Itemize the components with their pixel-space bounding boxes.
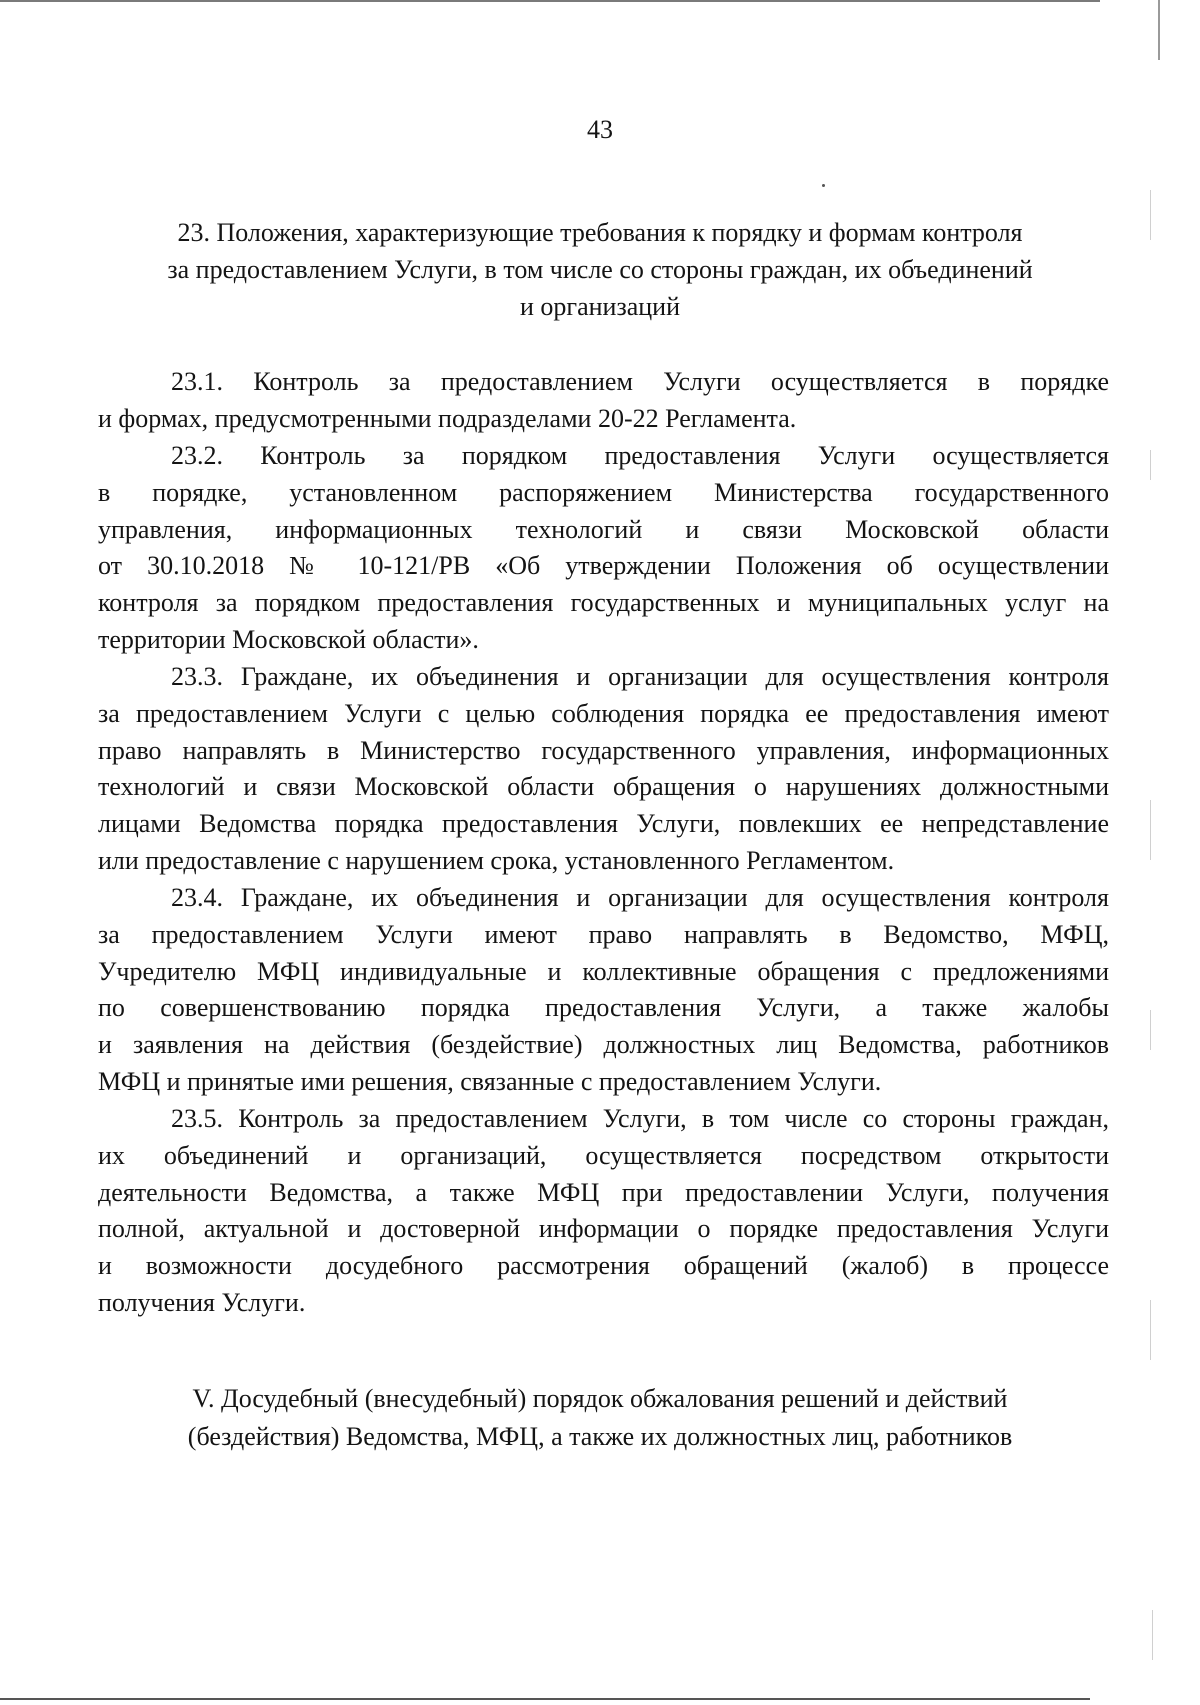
paragraph-23-5	[98, 1101, 1109, 1322]
scan-edge-mark	[1150, 800, 1151, 860]
text-line: контроля за порядком предоставления государственных и муниципальных услуг на	[98, 588, 1109, 618]
text-line: и заявления на действия (бездействие) должностных лиц Ведомства, работников	[98, 1030, 1109, 1060]
text-line: 23.4. Граждане, их объединения и организации для осуществления контроля	[171, 883, 1109, 912]
paragraph-23-1	[98, 364, 1109, 438]
scan-edge-mark	[1150, 450, 1151, 480]
scan-speck	[822, 184, 825, 187]
scan-edge-mark	[1150, 1010, 1151, 1050]
heading-line: V. Досудебный (внесудебный) порядок обжалования решений и действий	[192, 1384, 1008, 1413]
text-line: управления, информационных технологий и связи Московской области	[98, 514, 1109, 544]
text-line: за предоставлением Услуги имеют право направлять в Ведомство, МФЦ,	[98, 919, 1109, 949]
paragraph-23-4	[98, 880, 1109, 1101]
scan-edge-top	[0, 0, 1100, 2]
text-line: получения Услуги.	[98, 1287, 306, 1317]
text-line: право направлять в Министерство государственного управления, информационных	[98, 735, 1109, 765]
paragraph-23-3	[98, 659, 1109, 880]
heading-line: (бездействия) Ведомства, МФЦ, а также их должностных лиц, работников	[187, 1422, 1013, 1451]
heading-line: за предоставлением Услуги, в том числе со стороны граждан, их объединений	[167, 255, 1033, 284]
text-line: полной, актуальной и достоверной информации о порядке предоставления Услуги	[98, 1214, 1109, 1244]
text-line: и формах, предусмотренными подразделами 20-22 Регламента.	[98, 403, 797, 433]
text-line: 23.3. Граждане, их объединения и организации для осуществления контроля	[171, 662, 1109, 691]
heading-line: 23. Положения, характеризующие требования к порядку и формам контроля	[177, 218, 1023, 247]
text-line: от 30.10.2018 № 10-121/РВ «Об утверждении Положения об осуществлении	[98, 551, 1109, 581]
section-23-heading	[0, 214, 1200, 325]
text-line: технологий и связи Московской области обращения о нарушениях должностными	[98, 772, 1109, 802]
paragraph-23-2	[98, 438, 1109, 659]
heading-line: и организаций	[520, 292, 680, 321]
text-line: или предоставление с нарушением срока, установленного Регламентом.	[98, 845, 895, 875]
text-line: МФЦ и принятые ими решения, связанные с предоставлением Услуги.	[98, 1066, 882, 1096]
scan-edge-mark	[1152, 1610, 1153, 1660]
text-line: в порядке, установленном распоряжением Министерства государственного	[98, 477, 1109, 507]
text-line: по совершенствованию порядка предоставления Услуги, а также жалобы	[98, 993, 1109, 1023]
page-number: 43	[587, 115, 613, 144]
text-line: и возможности досудебного рассмотрения обращений (жалоб) в процессе	[98, 1251, 1109, 1281]
text-line: деятельности Ведомства, а также МФЦ при предоставлении Услуги, получения	[98, 1177, 1109, 1207]
scan-edge-bottom	[0, 1698, 1090, 1700]
text-line: за предоставлением Услуги с целью соблюдения порядка ее предоставления имеют	[98, 698, 1109, 728]
scan-edge-mark	[1150, 190, 1151, 240]
text-line: 23.5. Контроль за предоставлением Услуги, в том числе со стороны граждан,	[171, 1104, 1109, 1133]
text-line: 23.1. Контроль за предоставлением Услуги осуществляется в порядке	[171, 367, 1109, 396]
text-line: Учредителю МФЦ индивидуальные и коллективные обращения с предложениями	[98, 956, 1109, 986]
scan-edge-mark	[1158, 0, 1160, 60]
text-line: лицами Ведомства порядка предоставления Услуги, повлекших ее непредставление	[98, 809, 1109, 839]
text-line: территории Московской области».	[98, 624, 479, 654]
scan-edge-mark	[1150, 1300, 1151, 1360]
text-line: 23.2. Контроль за порядком предоставления Услуги осуществляется	[171, 441, 1109, 470]
section-v-heading	[0, 1380, 1200, 1456]
text-line: их объединений и организаций, осуществляется посредством открытости	[98, 1140, 1109, 1170]
